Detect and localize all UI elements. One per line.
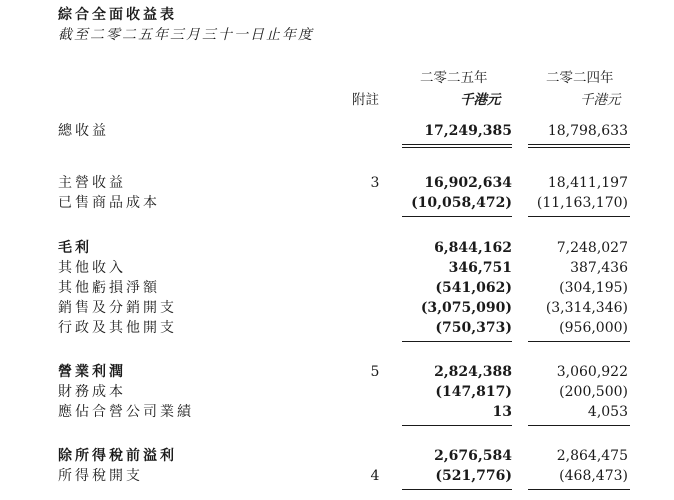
row-label: 除所得稅前溢利 <box>58 448 177 464</box>
row-value-2025: 346,751 <box>448 260 512 276</box>
double-underline-2025 <box>402 147 512 148</box>
row-value-2024: 7,248,027 <box>556 240 628 256</box>
row-value-2024: 3,060,922 <box>556 364 628 380</box>
row-value-2024: 2,864,475 <box>556 448 628 464</box>
row-label: 毛利 <box>58 240 92 256</box>
row-note: 3 <box>370 175 380 191</box>
column-header-year-2025: 二零二五年 <box>420 70 488 86</box>
table-row-income-tax-expense <box>0 466 674 486</box>
row-note: 5 <box>370 364 380 380</box>
table-row-main-revenue <box>0 173 674 193</box>
row-value-2024: (200,500) <box>559 384 628 400</box>
row-label: 營業利潤 <box>58 364 126 380</box>
row-value-2025: 13 <box>492 404 512 420</box>
row-label: 應佔合營公司業績 <box>58 404 194 420</box>
row-value-2025: (3,075,090) <box>420 300 512 316</box>
row-value-2024: 18,798,633 <box>547 123 628 139</box>
row-value-2025: 2,824,388 <box>434 364 512 380</box>
column-header-unit-2024: 千港元 <box>580 92 621 108</box>
underline-2024 <box>528 425 630 426</box>
underline-2025 <box>402 425 512 426</box>
row-value-2025: 17,249,385 <box>424 123 512 139</box>
underline-2024 <box>528 489 630 490</box>
row-value-2025: 6,844,162 <box>434 240 512 256</box>
row-value-2024: 387,436 <box>570 260 628 276</box>
column-header-note: 附註 <box>352 92 379 108</box>
table-row-admin-expenses <box>0 318 674 338</box>
table-row-gross-profit <box>0 238 674 258</box>
column-header-unit-2025: 千港元 <box>460 92 501 108</box>
row-value-2024: (11,163,170) <box>536 195 628 211</box>
row-value-2025: (750,373) <box>435 320 512 336</box>
row-value-2025: (521,776) <box>435 468 512 484</box>
row-value-2024: 4,053 <box>587 404 628 420</box>
row-label: 其他虧損淨額 <box>58 280 160 296</box>
table-row-other-losses-net <box>0 278 674 298</box>
row-label: 所得稅開支 <box>58 468 143 484</box>
row-value-2025: (541,062) <box>435 280 512 296</box>
row-value-2024: 18,411,197 <box>547 175 628 191</box>
row-value-2024: (304,195) <box>559 280 628 296</box>
underline-2024 <box>528 341 630 342</box>
underline-2025 <box>402 216 512 217</box>
table-row-other-income <box>0 258 674 278</box>
table-row-share-of-joint-ventures <box>0 402 674 422</box>
table-row-selling-distribution <box>0 298 674 318</box>
row-label: 總收益 <box>58 123 109 139</box>
row-label: 其他收入 <box>58 260 126 276</box>
statement-subtitle: 截至二零二五年三月三十一日止年度 <box>58 27 314 43</box>
double-underline-2024 <box>528 144 630 145</box>
statement-title: 綜合全面收益表 <box>58 7 177 23</box>
underline-2025 <box>402 489 512 490</box>
table-row-total-revenue <box>0 121 674 141</box>
double-underline-2025 <box>402 144 512 145</box>
row-label: 銷售及分銷開支 <box>58 300 177 316</box>
underline-2025 <box>402 341 512 342</box>
row-value-2024: (3,314,346) <box>545 300 628 316</box>
table-row-finance-costs <box>0 382 674 402</box>
table-row-operating-profit <box>0 362 674 382</box>
row-value-2024: (468,473) <box>559 468 628 484</box>
row-label: 財務成本 <box>58 384 126 400</box>
double-underline-2024 <box>528 147 630 148</box>
row-note: 4 <box>370 468 380 484</box>
row-value-2025: 2,676,584 <box>434 448 512 464</box>
row-value-2024: (956,000) <box>559 320 628 336</box>
row-value-2025: (147,817) <box>435 384 512 400</box>
row-label: 已售商品成本 <box>58 195 160 211</box>
table-row-cost-of-goods-sold <box>0 193 674 213</box>
column-header-year-2024: 二零二四年 <box>546 70 614 86</box>
underline-2024 <box>528 216 630 217</box>
row-label: 主營收益 <box>58 175 126 191</box>
row-value-2025: (10,058,472) <box>411 195 512 211</box>
row-value-2025: 16,902,634 <box>424 175 512 191</box>
row-label: 行政及其他開支 <box>58 320 177 336</box>
table-row-profit-before-tax <box>0 446 674 466</box>
